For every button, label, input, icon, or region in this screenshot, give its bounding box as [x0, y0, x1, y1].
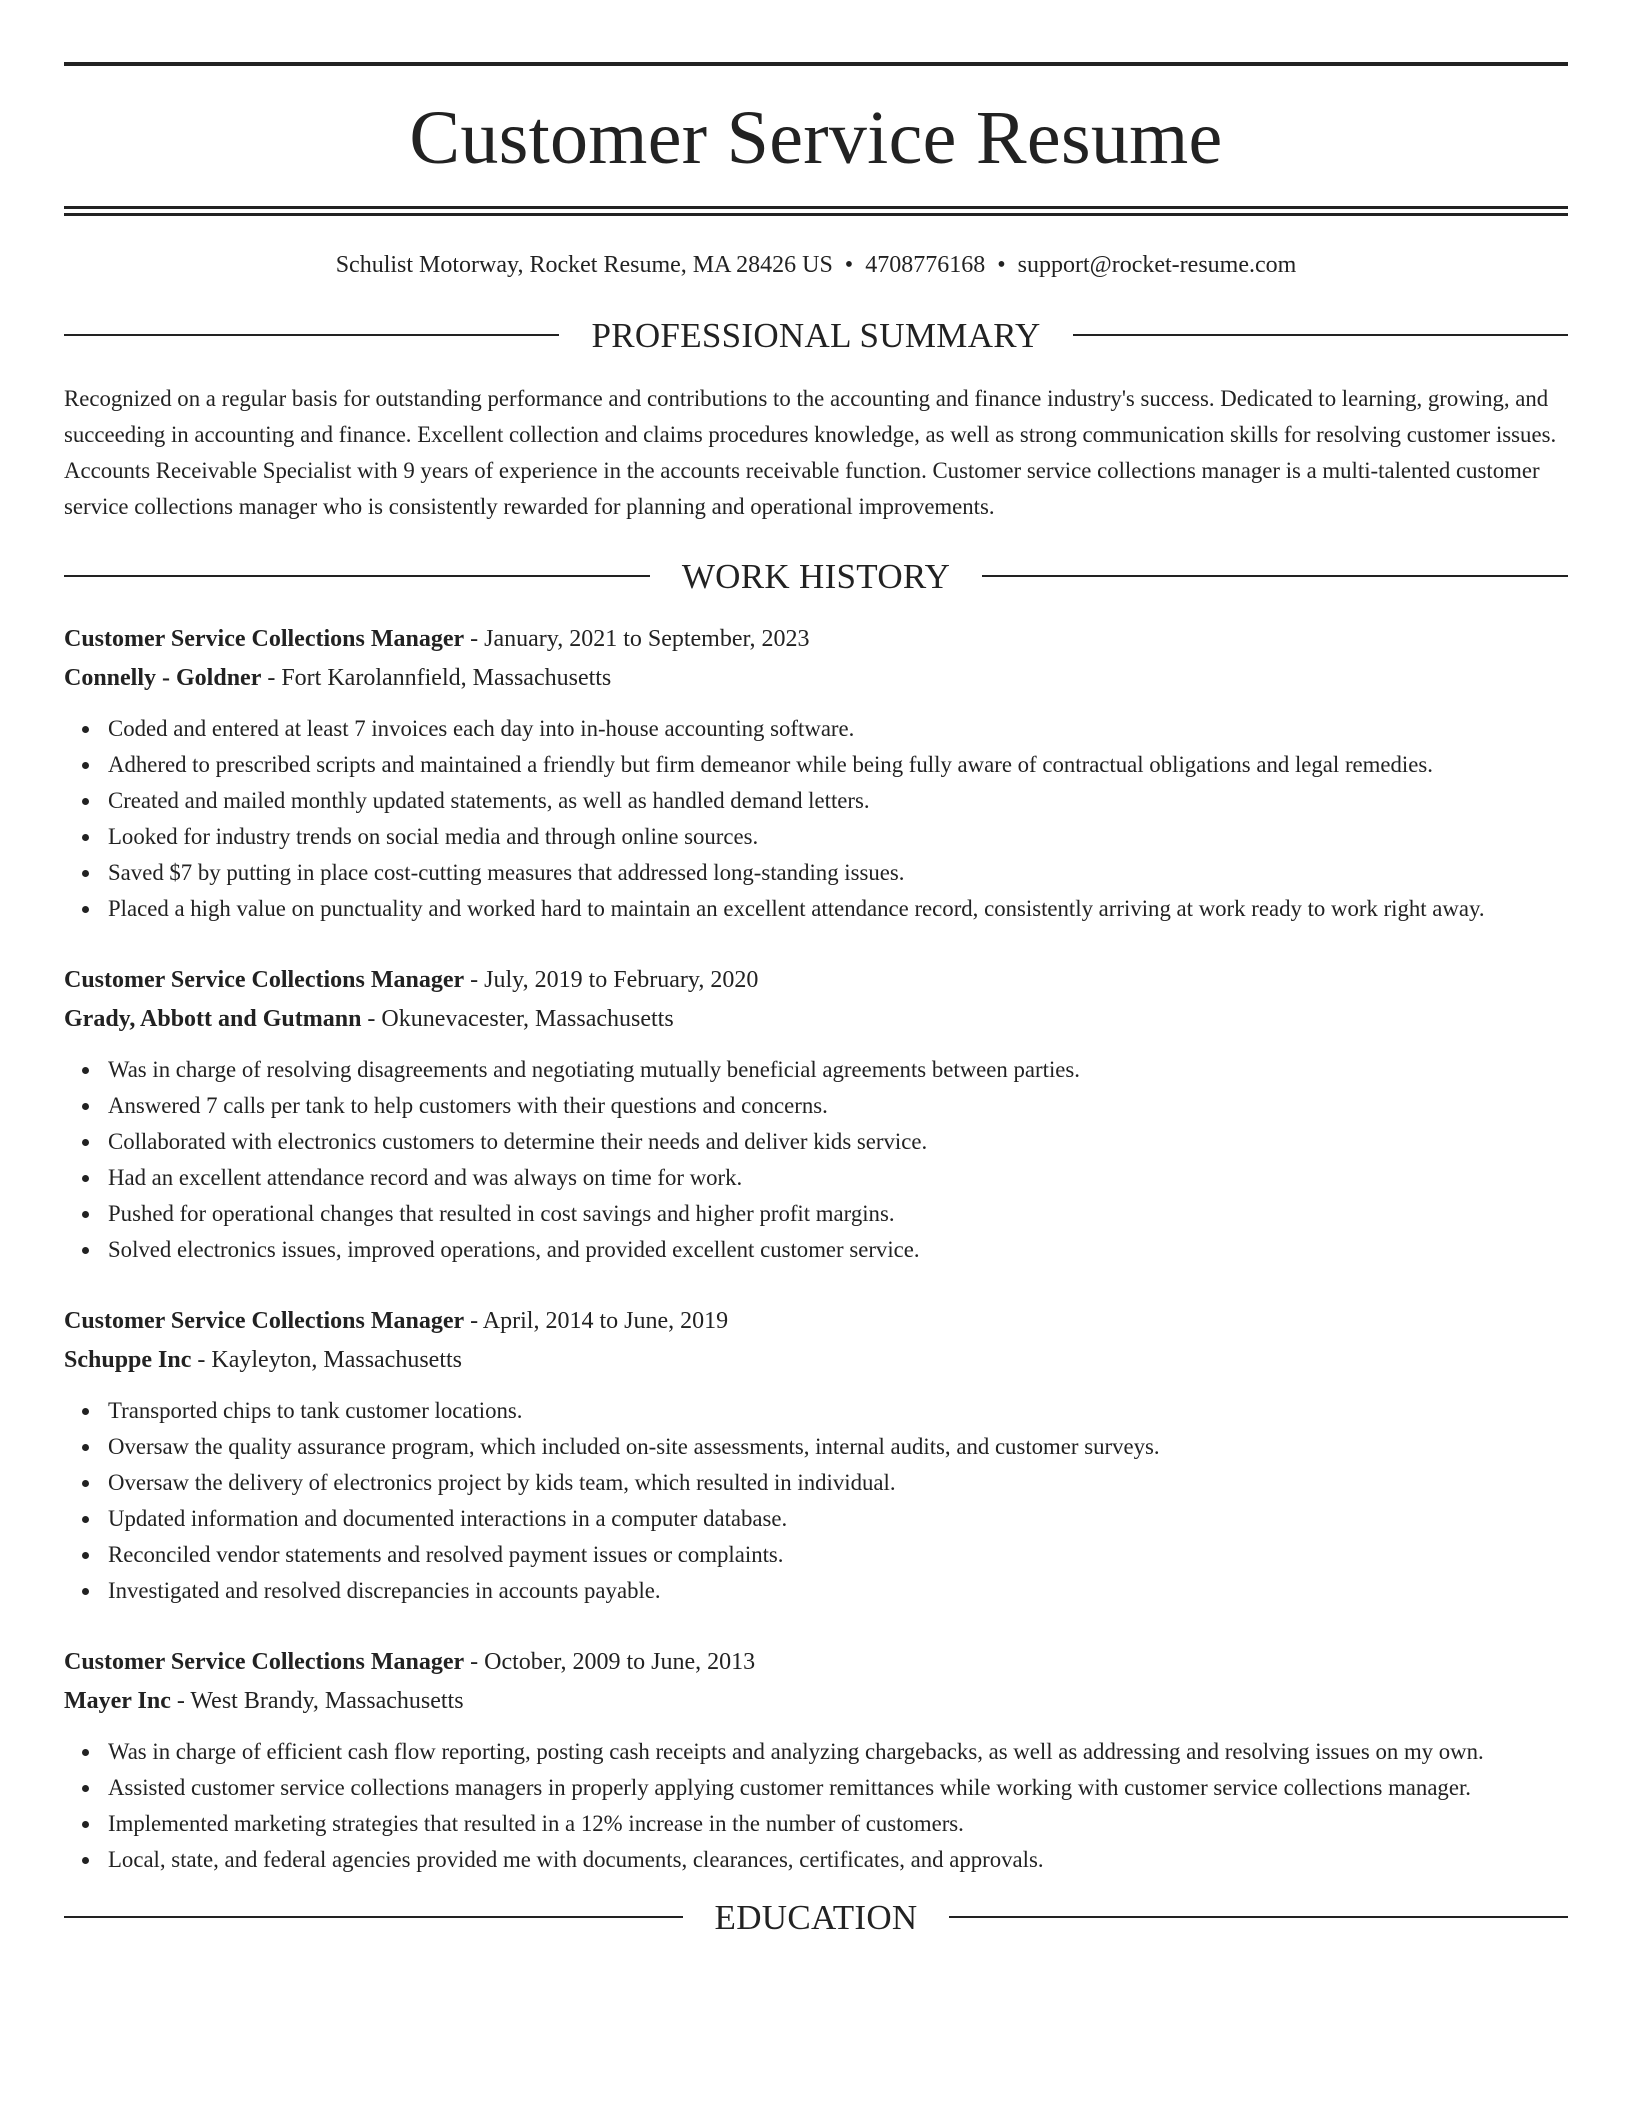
job-bullet: Updated information and documented interactions in a computer database.	[108, 1501, 1568, 1537]
title-block	[64, 62, 1568, 216]
section-heading-work-history	[64, 556, 1568, 596]
job-dates: - January, 2021 to September, 2023	[464, 625, 810, 652]
job-bullet: Reconciled vendor statements and resolved payment issues or complaints.	[108, 1537, 1568, 1573]
job-dates: - July, 2019 to February, 2020	[464, 966, 759, 993]
job-title: Customer Service Collections Manager	[64, 966, 465, 993]
job-bullet: Was in charge of resolving disagreements and negotiating mutually beneficial agreements between parties.	[108, 1052, 1568, 1088]
job-dates: - April, 2014 to June, 2019	[464, 1307, 729, 1334]
job-title: Customer Service Collections Manager	[64, 1307, 465, 1334]
job-title: Customer Service Collections Manager	[64, 625, 465, 652]
section-heading-education	[64, 1897, 1568, 1937]
job-bullet: Had an excellent attendance record and was always on time for work.	[108, 1160, 1568, 1196]
heading-rule-right	[982, 575, 1568, 577]
job-location: - West Brandy, Massachusetts	[170, 1687, 464, 1714]
job-bullet: Looked for industry trends on social media and through online sources.	[108, 819, 1568, 855]
job-bullet: Was in charge of efficient cash flow reporting, posting cash receipts and analyzing chargebacks, as well as addressing and resolving issues on my own.	[108, 1734, 1568, 1770]
work-entry	[64, 961, 1568, 1268]
job-company-line	[64, 1000, 1568, 1039]
contact-separator: •	[844, 252, 854, 278]
work-history-list	[64, 620, 1568, 1878]
job-title: Customer Service Collections Manager	[64, 1648, 465, 1675]
job-bullet: Adhered to prescribed scripts and maintained a friendly but firm demeanor while being fully aware of contractual obligations and legal remedies.	[108, 747, 1568, 783]
job-bullet-list	[64, 1734, 1568, 1878]
job-bullet: Assisted customer service collections managers in properly applying customer remittances while working with customer service collections manager.	[108, 1770, 1568, 1806]
page-title: Customer Service Resume	[409, 96, 1223, 180]
job-location: - Kayleyton, Massachusetts	[191, 1346, 462, 1373]
contact-phone: 4708776168	[865, 252, 986, 278]
section-title: WORK HISTORY	[681, 556, 951, 596]
job-company-line	[64, 1341, 1568, 1380]
job-company: Mayer Inc	[64, 1687, 171, 1714]
contact-email: support@rocket-resume.com	[1017, 252, 1297, 278]
heading-rule-left	[64, 334, 559, 336]
job-title-line	[64, 961, 1568, 1000]
job-title-line	[64, 1302, 1568, 1341]
job-bullet-list	[64, 1393, 1568, 1609]
job-bullet: Oversaw the delivery of electronics project by kids team, which resulted in individual.	[108, 1465, 1568, 1501]
job-bullet: Investigated and resolved discrepancies in accounts payable.	[108, 1573, 1568, 1609]
job-company: Grady, Abbott and Gutmann	[64, 1005, 362, 1032]
job-bullet: Placed a high value on punctuality and worked hard to maintain an excellent attendance record, consistently arriving at work ready to work right away.	[108, 891, 1568, 927]
job-company: Connelly - Goldner	[64, 664, 262, 691]
job-bullet: Answered 7 calls per tank to help customers with their questions and concerns.	[108, 1088, 1568, 1124]
job-company: Schuppe Inc	[64, 1346, 192, 1373]
job-bullet: Oversaw the quality assurance program, which included on-site assessments, internal audits, and customer surveys.	[108, 1429, 1568, 1465]
resume-page	[64, 0, 1568, 1935]
job-bullet: Local, state, and federal agencies provided me with documents, clearances, certificates, and approvals.	[108, 1842, 1568, 1878]
summary-text: Recognized on a regular basis for outstanding performance and contributions to the accounting and finance industry's success. Dedicated to learning, growing, and succeeding in accounting and finance. Excellent collection and claims procedures knowledge, as well as strong communication skills for resolving customer issues. Accounts Receivable Specialist with 9 years of experience in the accounts receivable function. Customer service collections manager is a multi-talented customer service collections manager who is consistently rewarded for planning and operational improvements.	[64, 385, 1557, 519]
section-title: EDUCATION	[714, 1897, 918, 1937]
work-entry	[64, 620, 1568, 927]
section-heading-summary	[64, 315, 1568, 355]
job-bullet: Created and mailed monthly updated statements, as well as handled demand letters.	[108, 783, 1568, 819]
job-bullet: Coded and entered at least 7 invoices each day into in-house accounting software.	[108, 711, 1568, 747]
job-location: - Fort Karolannfield, Massachusetts	[261, 664, 612, 691]
job-title-line	[64, 620, 1568, 659]
job-bullet: Solved electronics issues, improved operations, and provided excellent customer service.	[108, 1232, 1568, 1268]
job-bullet: Saved $7 by putting in place cost-cutting measures that addressed long-standing issues.	[108, 855, 1568, 891]
title-bottom-double-rule	[64, 206, 1568, 216]
contact-line	[64, 251, 1568, 280]
contact-address: Schulist Motorway, Rocket Resume, MA 28426 US	[335, 252, 833, 278]
heading-rule-left	[64, 1916, 683, 1918]
section-title: PROFESSIONAL SUMMARY	[591, 315, 1041, 355]
job-company-line	[64, 1682, 1568, 1721]
job-dates: - October, 2009 to June, 2013	[464, 1648, 756, 1675]
job-company-line	[64, 659, 1568, 698]
work-entry	[64, 1302, 1568, 1609]
job-bullet: Implemented marketing strategies that resulted in a 12% increase in the number of customers.	[108, 1806, 1568, 1842]
work-entry	[64, 1643, 1568, 1878]
job-bullet: Pushed for operational changes that resulted in cost savings and higher profit margins.	[108, 1196, 1568, 1232]
job-location: - Okunevacester, Massachusetts	[361, 1005, 674, 1032]
job-bullet-list	[64, 1052, 1568, 1268]
heading-rule-right	[1073, 334, 1568, 336]
job-bullet: Transported chips to tank customer locations.	[108, 1393, 1568, 1429]
heading-rule-right	[949, 1916, 1568, 1918]
job-title-line	[64, 1643, 1568, 1682]
job-bullet-list	[64, 711, 1568, 927]
heading-rule-left	[64, 575, 650, 577]
job-bullet: Collaborated with electronics customers to determine their needs and deliver kids service.	[108, 1124, 1568, 1160]
contact-separator: •	[997, 252, 1006, 278]
